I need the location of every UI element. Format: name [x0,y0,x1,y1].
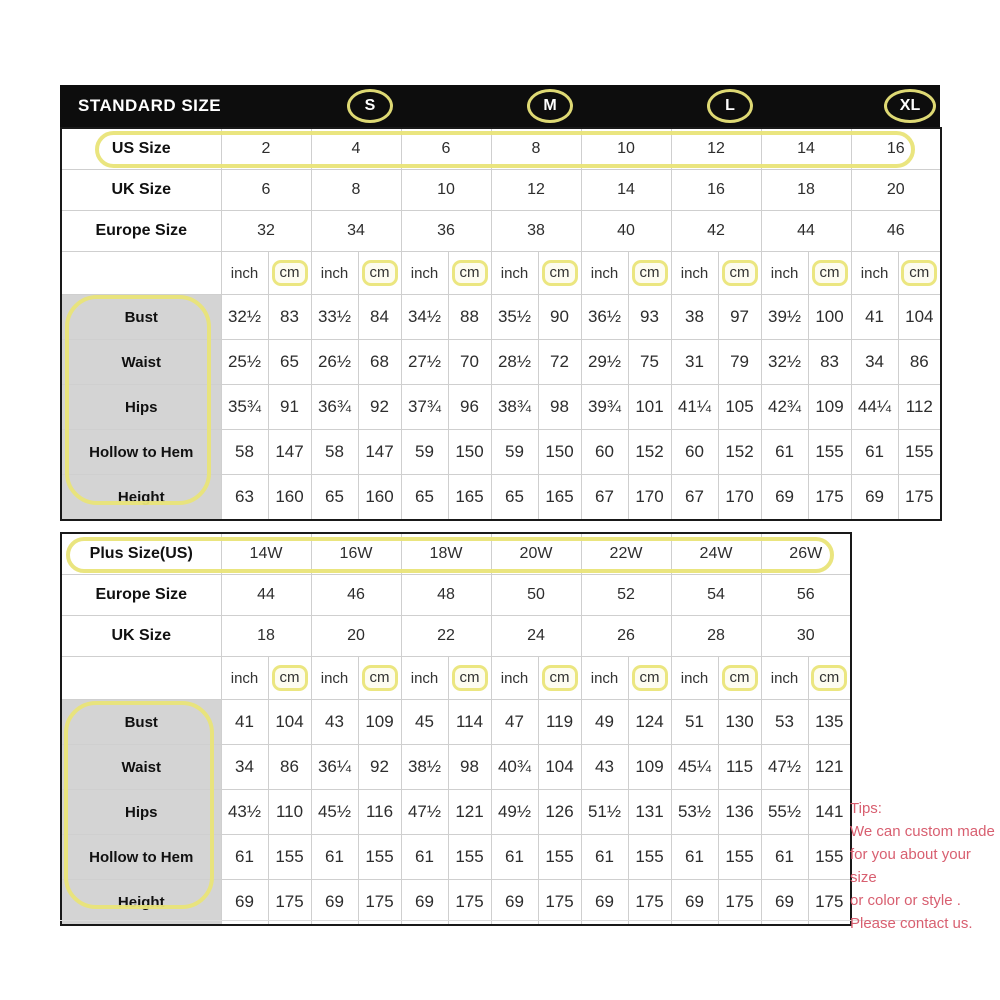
size-value-cell: 8 [491,128,581,170]
measure-value-cell: 68 [358,340,401,385]
measure-value-cell: 65 [401,475,448,521]
size-value-cell: 44 [221,575,311,616]
cm-unit-cell [898,252,941,295]
measure-value-cell: 47½ [401,790,448,835]
cm-unit-highlight-box: cm [811,665,847,692]
cm-unit-highlight-box: cm [452,665,488,692]
measure-value-cell: 109 [358,700,401,745]
measure-value-cell: 69 [851,475,898,521]
inch-unit-cell: inch [581,657,628,700]
measure-value-cell: 98 [448,745,491,790]
measure-value-cell: 90 [538,295,581,340]
size-value-cell: 16W [311,533,401,575]
measure-row [61,700,851,745]
size-value-cell: 14 [581,170,671,211]
size-value-cell: 14W [221,533,311,575]
inch-unit-cell: inch [311,252,358,295]
measure-value-cell: 110 [268,790,311,835]
measure-value-cell: 25½ [221,340,268,385]
size-value-cell: 30 [761,616,851,657]
measure-value-cell: 72 [538,340,581,385]
size-value-cell: 56 [761,575,851,616]
size-value-cell: 10 [401,170,491,211]
measure-value-cell: 155 [448,835,491,880]
measure-value-cell: 170 [718,475,761,521]
size-value-cell: 2 [221,128,311,170]
measure-value-cell: 36¼ [311,745,358,790]
inch-unit-cell: inch [491,657,538,700]
measure-value-cell: 126 [538,790,581,835]
measure-value-cell: 65 [491,475,538,521]
size-badge-xl-circle [884,89,936,123]
measure-value-cell: 59 [491,430,538,475]
measure-value-cell: 115 [718,745,761,790]
inch-unit-cell: inch [671,252,718,295]
measure-value-cell: 69 [761,475,808,521]
size-row-label: UK Size [61,170,221,211]
cm-unit-highlight-box: cm [272,260,308,287]
cm-unit-highlight-box: cm [362,665,398,692]
measure-value-cell: 175 [808,475,851,521]
measure-value-cell: 131 [628,790,671,835]
size-value-cell: 40 [581,211,671,252]
size-value-cell: 26 [581,616,671,657]
measure-value-cell: 175 [358,880,401,926]
size-value-cell: 38 [491,211,581,252]
measure-value-cell: 75 [628,340,671,385]
tips-note [850,797,1000,935]
measure-value-cell: 116 [358,790,401,835]
measure-value-cell: 61 [761,430,808,475]
measure-value-cell: 104 [898,295,941,340]
measure-value-cell: 53 [761,700,808,745]
size-row-label: Plus Size(US) [61,533,221,575]
cm-unit-highlight-box: cm [362,260,398,287]
measure-value-cell: 69 [221,880,268,926]
inch-unit-cell: inch [851,252,898,295]
size-value-cell: 50 [491,575,581,616]
cm-unit-highlight-box: cm [632,665,668,692]
measure-value-cell: 86 [898,340,941,385]
measure-value-cell: 38¾ [491,385,538,430]
measure-value-cell: 147 [358,430,401,475]
measure-row [61,475,941,521]
cm-unit-cell [538,252,581,295]
size-value-cell: 22W [581,533,671,575]
cm-unit-cell [628,657,671,700]
measure-value-cell: 83 [808,340,851,385]
measure-value-cell: 65 [268,340,311,385]
size-value-cell: 44 [761,211,851,252]
measure-value-cell: 27½ [401,340,448,385]
cm-unit-cell [718,252,761,295]
measure-value-cell: 147 [268,430,311,475]
tips-line: or color or style . [850,892,961,909]
measure-value-cell: 84 [358,295,401,340]
size-row-label: Europe Size [61,575,221,616]
measure-value-cell: 32½ [761,340,808,385]
tips-line: Please contact us. [850,915,973,932]
size-row [61,128,941,170]
measure-value-cell: 45 [401,700,448,745]
size-value-cell: 6 [221,170,311,211]
cm-unit-highlight-box: cm [722,260,758,287]
measure-value-cell: 69 [491,880,538,926]
cm-unit-highlight-box: cm [901,260,937,287]
measure-value-cell: 61 [851,430,898,475]
cm-unit-highlight-box: cm [542,260,578,287]
size-value-cell: 20 [851,170,941,211]
size-row [61,170,941,211]
measure-value-cell: 93 [628,295,671,340]
measure-value-cell: 155 [358,835,401,880]
measure-value-cell: 43 [581,745,628,790]
size-row [61,616,851,657]
measure-value-cell: 39¾ [581,385,628,430]
measure-value-cell: 112 [898,385,941,430]
measure-value-cell: 34 [851,340,898,385]
measure-row [61,295,941,340]
measure-value-cell: 114 [448,700,491,745]
size-value-cell: 18 [761,170,851,211]
measure-value-cell: 67 [581,475,628,521]
measure-value-cell: 175 [448,880,491,926]
measure-value-cell: 60 [671,430,718,475]
measure-value-cell: 38 [671,295,718,340]
measure-value-cell: 67 [671,475,718,521]
measure-value-cell: 160 [268,475,311,521]
measure-value-cell: 69 [581,880,628,926]
measure-value-cell: 136 [718,790,761,835]
measure-value-cell: 49½ [491,790,538,835]
measure-value-cell: 165 [538,475,581,521]
size-row-label: Europe Size [61,211,221,252]
standard-size-header [60,85,940,127]
inch-unit-cell: inch [671,657,718,700]
measure-value-cell: 43 [311,700,358,745]
measure-value-cell: 70 [448,340,491,385]
measure-value-cell: 79 [718,340,761,385]
measure-value-cell: 104 [268,700,311,745]
measure-value-cell: 47 [491,700,538,745]
cm-unit-cell [628,252,671,295]
size-value-cell: 46 [311,575,401,616]
size-badge-m: M [543,97,557,114]
measure-value-cell: 121 [808,745,851,790]
size-badge-xl: XL [899,97,921,114]
tips-title: Tips: [850,800,882,817]
measure-value-cell: 42¾ [761,385,808,430]
measure-value-cell: 141 [808,790,851,835]
measure-row-label: Hollow to Hem [61,835,221,880]
measure-value-cell: 155 [898,430,941,475]
measure-value-cell: 92 [358,745,401,790]
unit-row [61,252,941,295]
measure-value-cell: 38½ [401,745,448,790]
measure-value-cell: 88 [448,295,491,340]
measure-value-cell: 36½ [581,295,628,340]
measure-value-cell: 45½ [311,790,358,835]
measure-row-label: Waist [61,340,221,385]
measure-value-cell: 29½ [581,340,628,385]
measure-value-cell: 170 [628,475,671,521]
size-value-cell: 18 [221,616,311,657]
cm-unit-cell [448,252,491,295]
measure-value-cell: 175 [718,880,761,926]
measure-value-cell: 28½ [491,340,538,385]
measure-value-cell: 32½ [221,295,268,340]
measure-value-cell: 65 [311,475,358,521]
measure-value-cell: 160 [358,475,401,521]
measure-value-cell: 155 [538,835,581,880]
measure-value-cell: 61 [401,835,448,880]
unit-row [61,657,851,700]
measure-value-cell: 155 [808,835,851,880]
measure-value-cell: 175 [808,880,851,926]
measure-value-cell: 135 [808,700,851,745]
measure-value-cell: 97 [718,295,761,340]
size-row-label: US Size [61,128,221,170]
size-value-cell: 18W [401,533,491,575]
cm-unit-highlight-box: cm [452,260,488,287]
size-value-cell: 20W [491,533,581,575]
measure-value-cell: 69 [671,880,718,926]
size-value-cell: 52 [581,575,671,616]
size-value-cell: 36 [401,211,491,252]
size-badge-s-circle [347,89,393,123]
standard-size-table [60,127,942,521]
measure-value-cell: 100 [808,295,851,340]
measure-value-cell: 61 [671,835,718,880]
measure-row-label: Hips [61,385,221,430]
cm-unit-cell [268,657,311,700]
measure-value-cell: 51 [671,700,718,745]
size-value-cell: 20 [311,616,401,657]
measure-value-cell: 92 [358,385,401,430]
measure-value-cell: 59 [401,430,448,475]
measure-value-cell: 150 [538,430,581,475]
measure-value-cell: 105 [718,385,761,430]
measure-row-label: Height [61,475,221,521]
measure-value-cell: 121 [448,790,491,835]
measure-value-cell: 119 [538,700,581,745]
measure-value-cell: 35¾ [221,385,268,430]
size-badge-m-circle [527,89,573,123]
size-value-cell: 8 [311,170,401,211]
measure-value-cell: 43½ [221,790,268,835]
size-value-cell: 42 [671,211,761,252]
size-value-cell: 26W [761,533,851,575]
tips-line: for you about your size [850,846,971,886]
measure-value-cell: 152 [718,430,761,475]
size-value-cell: 24W [671,533,761,575]
cm-unit-cell [358,252,401,295]
measure-value-cell: 55½ [761,790,808,835]
measure-value-cell: 63 [221,475,268,521]
measure-value-cell: 109 [628,745,671,790]
cm-unit-cell [808,657,851,700]
inch-unit-cell: inch [221,252,268,295]
bottom-divider-line [60,920,920,921]
measure-value-cell: 34 [221,745,268,790]
measure-value-cell: 40¾ [491,745,538,790]
cm-unit-highlight-box: cm [542,665,578,692]
size-row [61,575,851,616]
measure-value-cell: 155 [628,835,671,880]
cm-unit-highlight-box: cm [272,665,308,692]
plus-size-table [60,532,852,926]
measure-row [61,430,941,475]
inch-unit-cell: inch [491,252,538,295]
size-row [61,211,941,252]
measure-value-cell: 33½ [311,295,358,340]
measure-value-cell: 61 [761,835,808,880]
size-value-cell: 6 [401,128,491,170]
cm-unit-highlight-box: cm [722,665,758,692]
size-value-cell: 22 [401,616,491,657]
measure-value-cell: 35½ [491,295,538,340]
measure-value-cell: 155 [718,835,761,880]
measure-value-cell: 26½ [311,340,358,385]
measure-value-cell: 91 [268,385,311,430]
measure-value-cell: 47½ [761,745,808,790]
measure-value-cell: 175 [898,475,941,521]
cm-unit-cell [268,252,311,295]
cm-unit-cell [538,657,581,700]
measure-value-cell: 109 [808,385,851,430]
measure-value-cell: 53½ [671,790,718,835]
measure-value-cell: 175 [538,880,581,926]
measure-row-label: Bust [61,295,221,340]
size-value-cell: 28 [671,616,761,657]
measure-value-cell: 34½ [401,295,448,340]
inch-unit-cell: inch [401,252,448,295]
measure-value-cell: 175 [268,880,311,926]
measure-row-label: Height [61,880,221,926]
measure-row [61,745,851,790]
measure-value-cell: 44¼ [851,385,898,430]
size-value-cell: 14 [761,128,851,170]
inch-unit-cell: inch [311,657,358,700]
inch-unit-cell: inch [761,252,808,295]
size-value-cell: 16 [851,128,941,170]
measure-value-cell: 61 [581,835,628,880]
size-value-cell: 48 [401,575,491,616]
size-value-cell: 54 [671,575,761,616]
size-badge-s: S [364,97,376,114]
measure-value-cell: 124 [628,700,671,745]
size-value-cell: 10 [581,128,671,170]
measure-value-cell: 45¼ [671,745,718,790]
measure-value-cell: 165 [448,475,491,521]
unit-row-empty-cell [61,252,221,295]
inch-unit-cell: inch [221,657,268,700]
measure-value-cell: 155 [808,430,851,475]
measure-value-cell: 39½ [761,295,808,340]
standard-size-title: STANDARD SIZE [78,96,222,115]
measure-value-cell: 83 [268,295,311,340]
measure-row-label: Hips [61,790,221,835]
measure-row-label: Hollow to Hem [61,430,221,475]
unit-row-empty-cell [61,657,221,700]
measure-value-cell: 36¾ [311,385,358,430]
size-row-label: UK Size [61,616,221,657]
size-value-cell: 16 [671,170,761,211]
measure-value-cell: 61 [491,835,538,880]
size-value-cell: 12 [671,128,761,170]
measure-value-cell: 69 [761,880,808,926]
measure-value-cell: 152 [628,430,671,475]
cm-unit-cell [358,657,401,700]
cm-unit-cell [808,252,851,295]
measure-row [61,790,851,835]
inch-unit-cell: inch [761,657,808,700]
size-value-cell: 34 [311,211,401,252]
measure-value-cell: 37¾ [401,385,448,430]
measure-value-cell: 61 [311,835,358,880]
measure-value-cell: 41 [851,295,898,340]
measure-value-cell: 155 [268,835,311,880]
size-value-cell: 46 [851,211,941,252]
inch-unit-cell: inch [401,657,448,700]
inch-unit-cell: inch [581,252,628,295]
measure-value-cell: 58 [221,430,268,475]
measure-value-cell: 49 [581,700,628,745]
measure-value-cell: 104 [538,745,581,790]
measure-value-cell: 175 [628,880,671,926]
measure-value-cell: 86 [268,745,311,790]
measure-row [61,385,941,430]
measure-value-cell: 96 [448,385,491,430]
measure-value-cell: 58 [311,430,358,475]
measure-value-cell: 41 [221,700,268,745]
measure-value-cell: 69 [311,880,358,926]
size-badge-l-circle [707,89,753,123]
measure-value-cell: 41¼ [671,385,718,430]
measure-row [61,880,851,926]
measure-value-cell: 51½ [581,790,628,835]
size-value-cell: 32 [221,211,311,252]
measure-value-cell: 130 [718,700,761,745]
size-value-cell: 4 [311,128,401,170]
measure-value-cell: 61 [221,835,268,880]
cm-unit-cell [448,657,491,700]
measure-row-label: Waist [61,745,221,790]
measure-value-cell: 69 [401,880,448,926]
size-badge-l: L [725,97,735,114]
cm-unit-cell [718,657,761,700]
measure-value-cell: 150 [448,430,491,475]
measure-value-cell: 98 [538,385,581,430]
size-value-cell: 24 [491,616,581,657]
measure-value-cell: 101 [628,385,671,430]
size-value-cell: 12 [491,170,581,211]
measure-row [61,340,941,385]
measure-row-label: Bust [61,700,221,745]
size-row [61,533,851,575]
measure-value-cell: 31 [671,340,718,385]
cm-unit-highlight-box: cm [812,260,848,287]
tips-line: We can custom made [850,823,995,840]
cm-unit-highlight-box: cm [632,260,668,287]
measure-value-cell: 60 [581,430,628,475]
measure-row [61,835,851,880]
